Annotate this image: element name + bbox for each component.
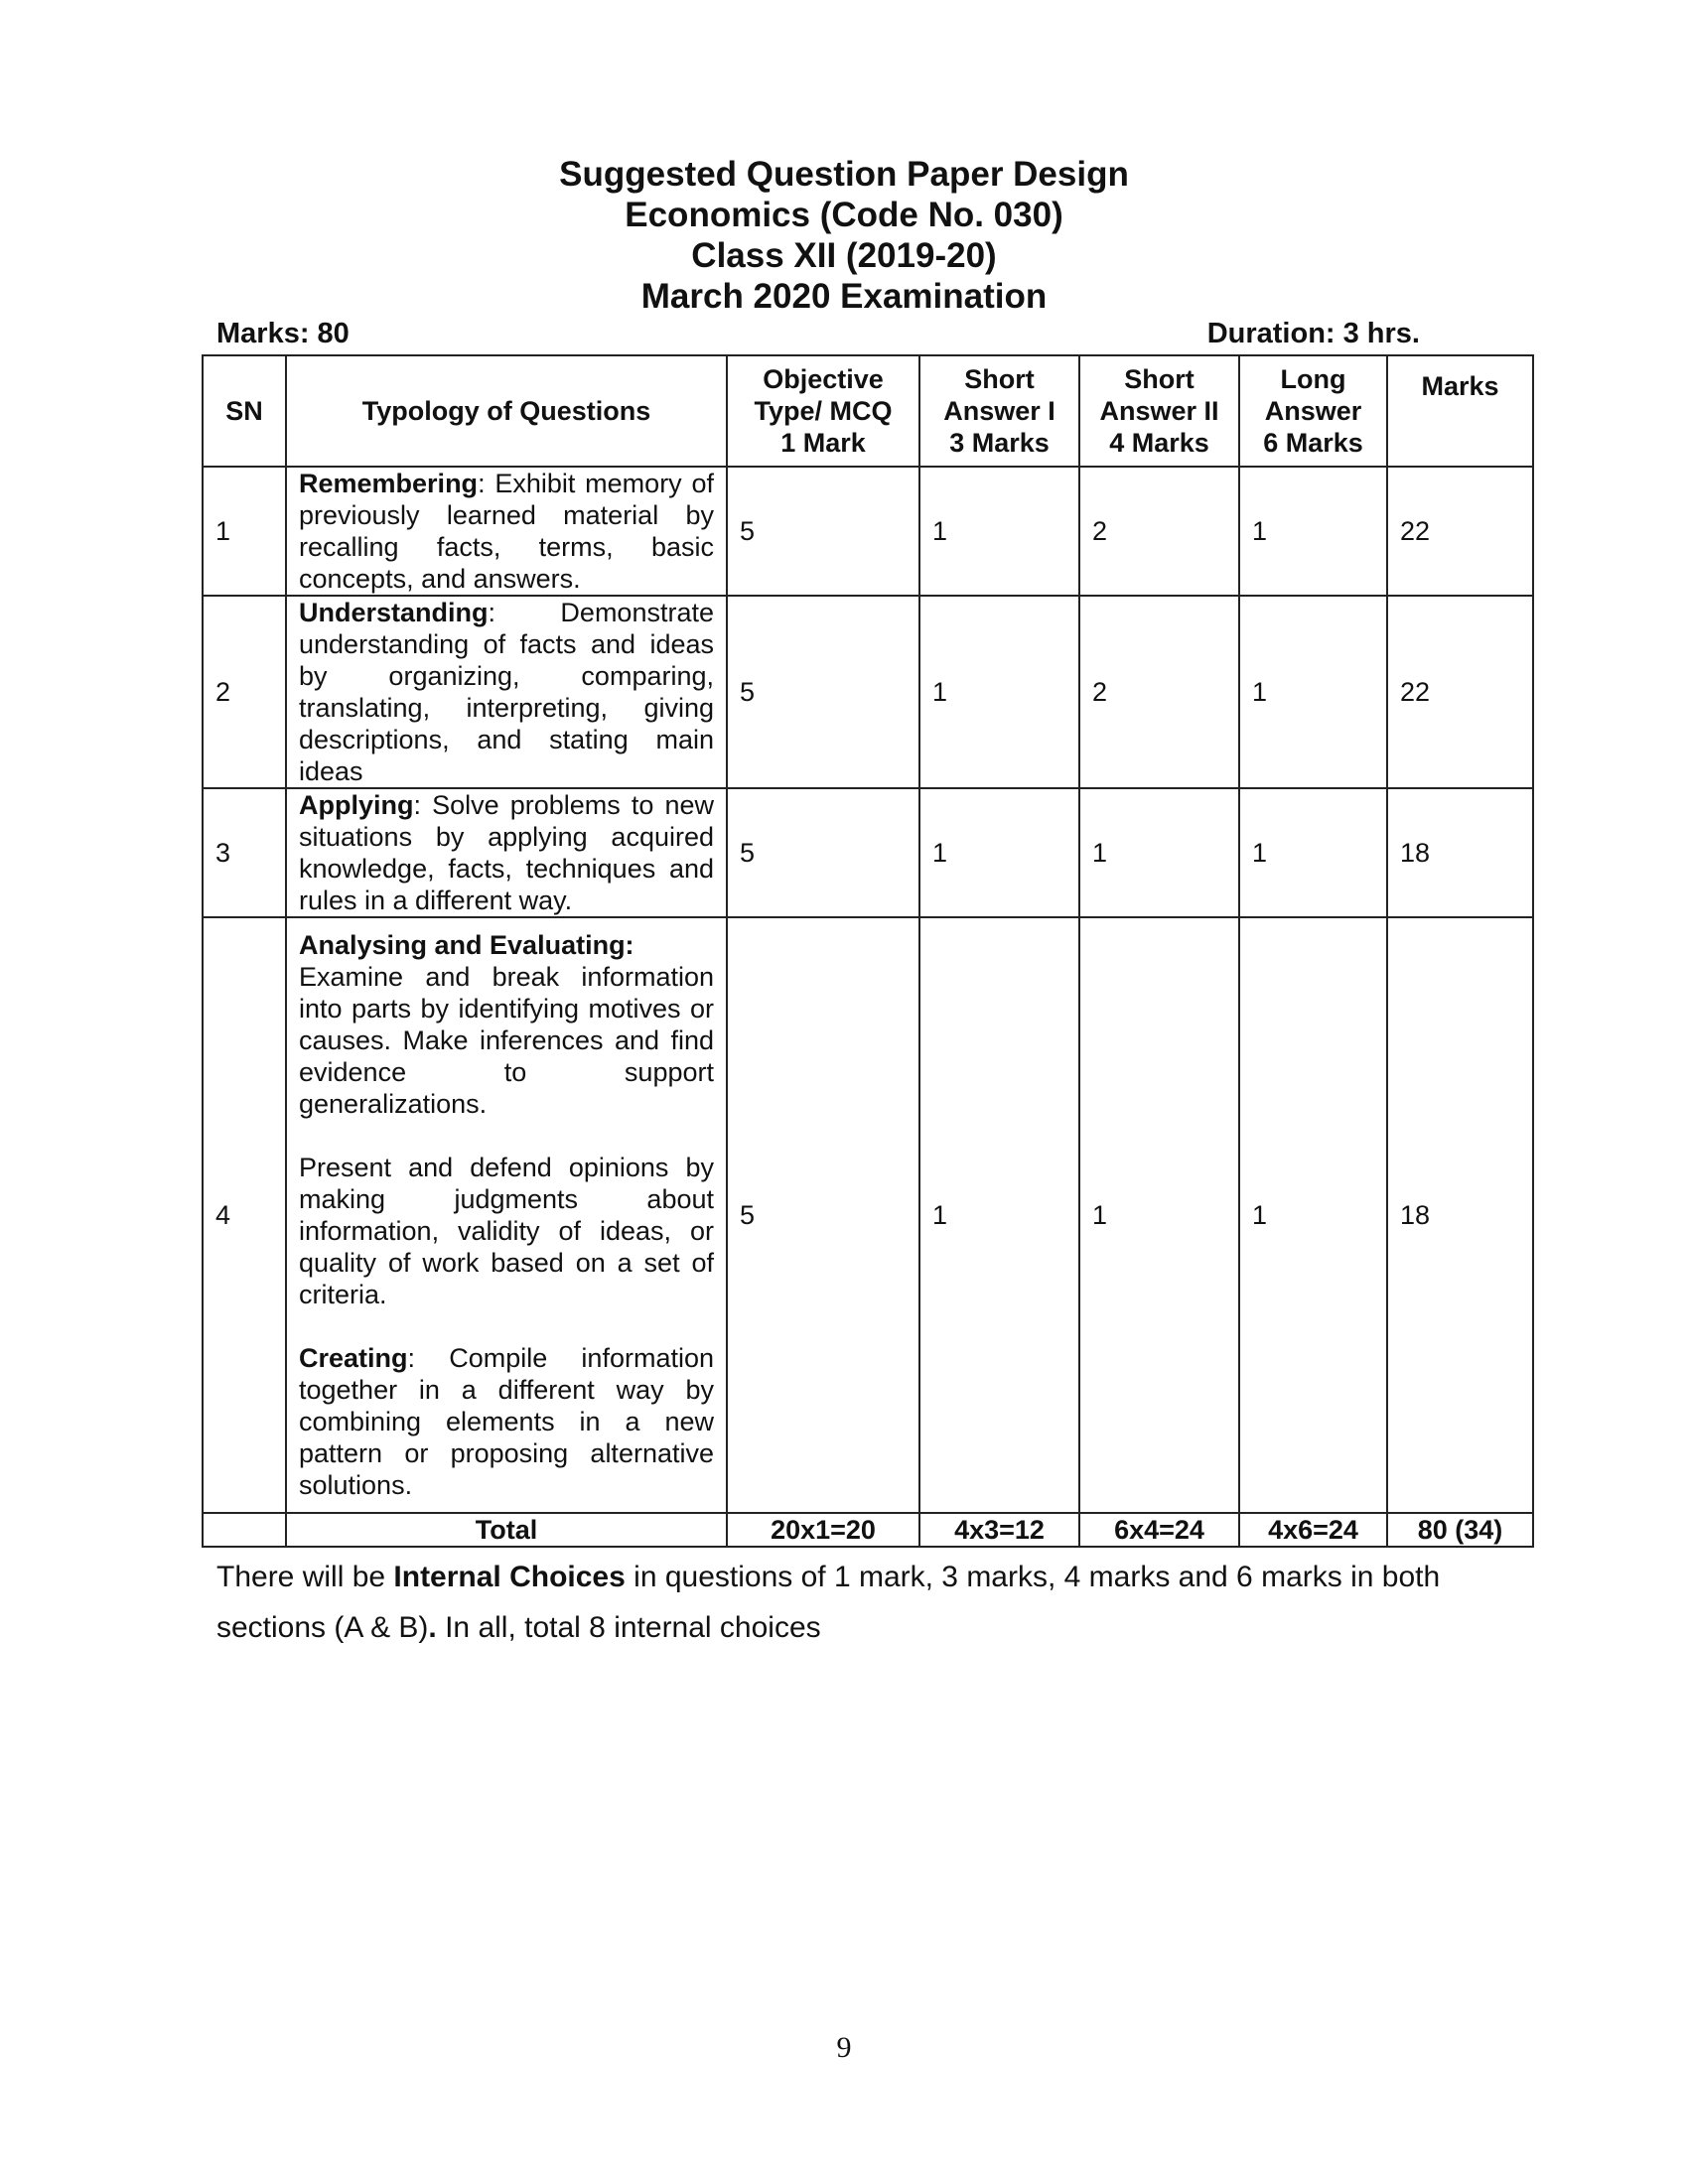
header-objective-line: 1 Mark [780,428,866,458]
note-text: In all, total 8 internal choices [436,1611,821,1644]
cell-long: 1 [1239,467,1387,596]
title-line-4: March 2020 Examination [640,277,1048,316]
title-line-1: Suggested Question Paper Design [559,155,1129,194]
header-short1-line: Short [964,364,1035,394]
header-long-line: Long [1280,364,1346,394]
typology-desc: : Solve problems to new situations by applying acquired knowledge, facts, techniques and rules in a different way. [299,790,714,915]
note-text: There will be [216,1561,394,1593]
typology-term: Understanding [299,598,489,627]
typology-desc: Present and defend opinions by making judgments about information, validity of ideas, or quality of work based on a set of criteria. [299,1153,714,1309]
table-row [203,467,1533,596]
typology-term: Remembering [299,469,479,498]
cell-long: 1 [1239,596,1387,788]
header-short2-line: Short [1124,364,1195,394]
header-objective [727,355,919,467]
note-period: . [428,1611,437,1644]
cell-typology [286,788,727,917]
header-long-line: 6 Marks [1263,428,1363,458]
cell-sn: 1 [203,467,286,596]
cell-objective: 5 [727,467,919,596]
table-row [203,596,1533,788]
page-number: 9 [836,2031,852,2064]
exam-meta [216,318,1420,350]
header-marks: Marks [1387,355,1533,467]
cell-short1: 1 [919,596,1079,788]
cell-short2: 2 [1079,467,1239,596]
header-typology: Typology of Questions [286,355,727,467]
cell-total-long: 4x6=24 [1239,1513,1387,1547]
cell-short2: 2 [1079,596,1239,788]
note-emphasis: Internal Choices [393,1561,626,1593]
typology-term: Creating [299,1343,408,1373]
header-short1-line: 3 Marks [949,428,1050,458]
header-sn: SN [203,355,286,467]
cell-short2: 1 [1079,788,1239,917]
cell-total-short1: 4x3=12 [919,1513,1079,1547]
document-title-block [0,154,1688,317]
cell-total-short2: 6x4=24 [1079,1513,1239,1547]
cell-sn: 3 [203,788,286,917]
cell-sn: 4 [203,917,286,1513]
cell-objective: 5 [727,788,919,917]
cell-short1: 1 [919,917,1079,1513]
cell-typology [286,596,727,788]
title-line-3: Class XII (2019-20) [691,236,997,275]
typology-term: Analysing and Evaluating: [299,930,634,960]
cell-total-objective: 20x1=20 [727,1513,919,1547]
header-short1-line: Answer I [943,396,1055,426]
typology-desc: : Compile information together in a different way by combining elements in a new pattern or proposing alternative solutions. [299,1343,714,1500]
cell-objective: 5 [727,596,919,788]
header-objective-line: Objective [763,364,884,394]
cell-total-sn [203,1513,286,1547]
header-objective-line: Type/ MCQ [754,396,893,426]
cell-marks: 22 [1387,467,1533,596]
cell-short1: 1 [919,788,1079,917]
cell-sn: 2 [203,596,286,788]
header-short2-line: Answer II [1099,396,1219,426]
cell-short1: 1 [919,467,1079,596]
table-row [203,917,1533,1513]
table-header-row [203,355,1533,467]
header-short-answer-2 [1079,355,1239,467]
cell-marks: 18 [1387,917,1533,1513]
table-row [203,788,1533,917]
header-short2-line: 4 Marks [1109,428,1209,458]
title-line-2: Economics (Code No. 030) [625,196,1063,234]
cell-typology [286,467,727,596]
cell-marks: 18 [1387,788,1533,917]
cell-typology [286,917,727,1513]
table-total-row [203,1513,1533,1547]
question-design-table [202,354,1534,1548]
header-long-answer [1239,355,1387,467]
max-marks: Marks: 80 [216,318,350,349]
note-text: in questions of 1 mark, 3 marks, 4 marks and 6 marks in both sections (A & B) [216,1561,1441,1644]
header-short-answer-1 [919,355,1079,467]
typology-desc: : Exhibit memory of previously learned material by recalling facts, terms, basic concepts, and answers. [299,469,714,594]
cell-objective: 5 [727,917,919,1513]
duration: Duration: 3 hrs. [1206,318,1420,349]
cell-marks: 22 [1387,596,1533,788]
header-long-line: Answer [1264,396,1362,426]
cell-total-marks: 80 (34) [1387,1513,1533,1547]
typology-desc: : Demonstrate understanding of facts and ideas by organizing, comparing, translating, interpreting, giving descriptions, and stating main ideas [299,598,714,786]
cell-long: 1 [1239,788,1387,917]
typology-desc: Examine and break information into parts by identifying motives or causes. Make inferences and find evidence to support generalizations. [299,962,714,1119]
cell-long: 1 [1239,917,1387,1513]
cell-short2: 1 [1079,917,1239,1513]
cell-total-label: Total [286,1513,727,1547]
typology-term: Applying [299,790,414,820]
internal-choice-note [216,1552,1507,1653]
